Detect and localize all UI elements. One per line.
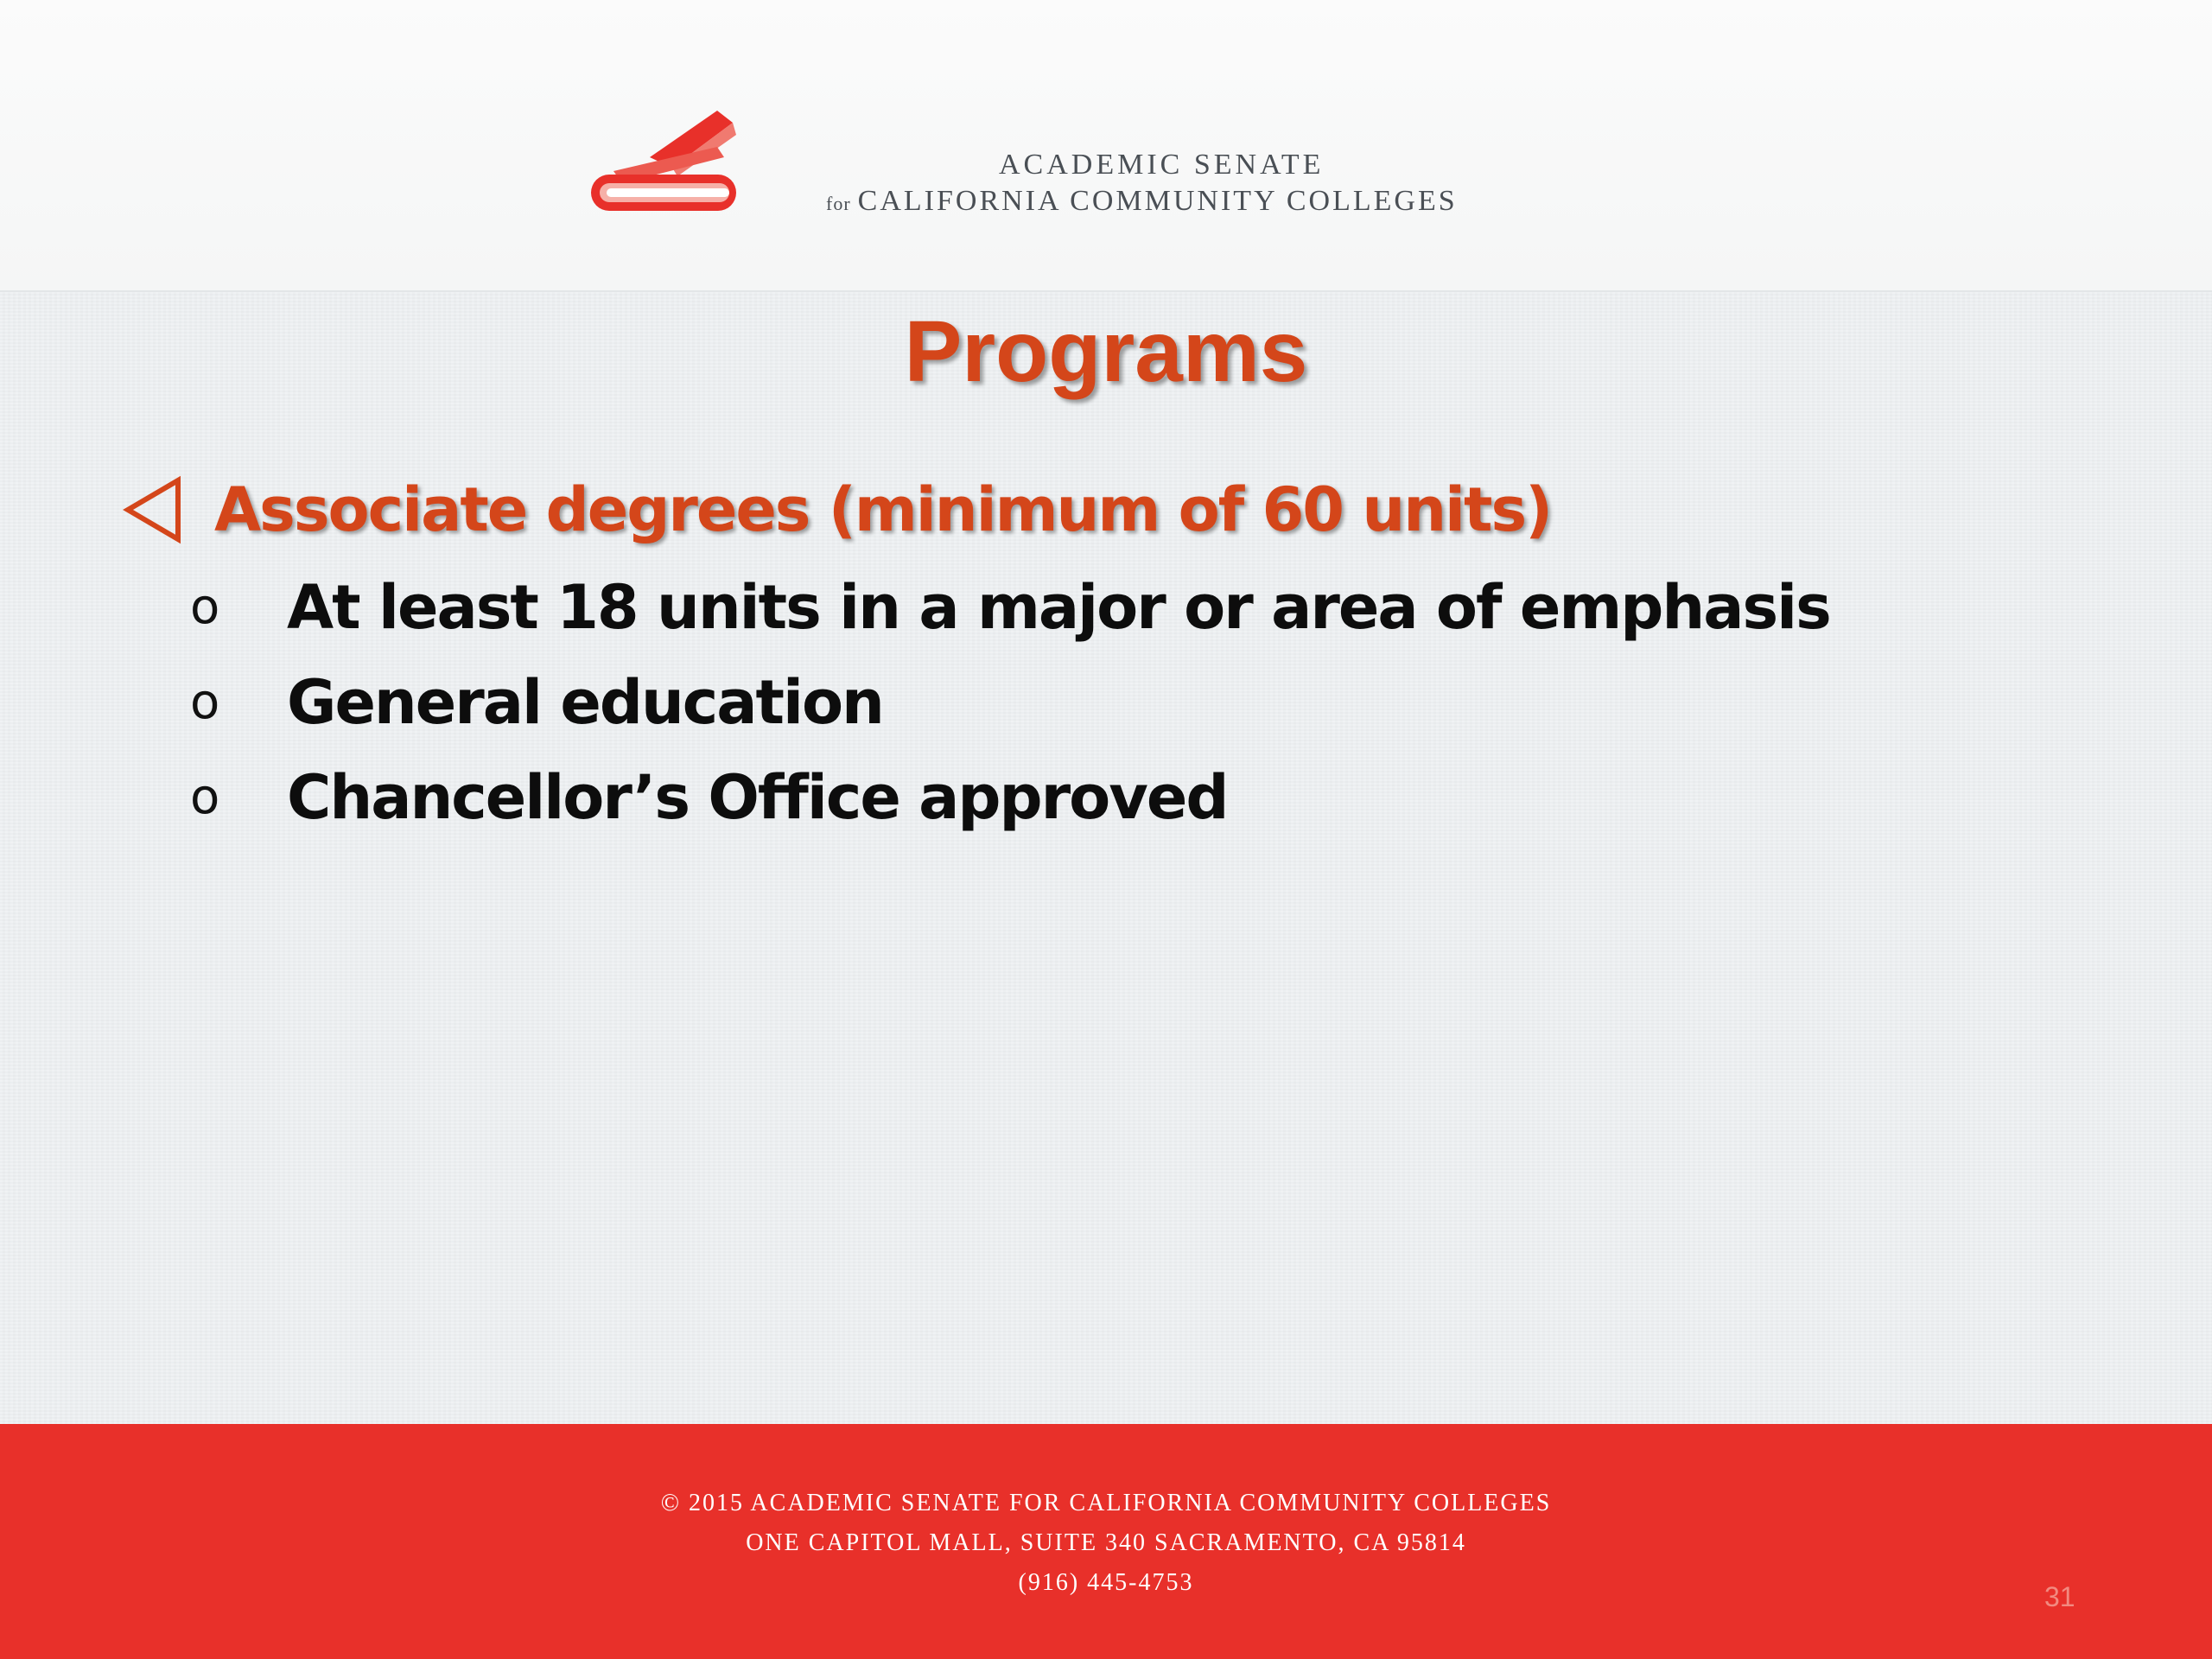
footer [0,1424,2212,1659]
slide-title: Programs [904,303,1308,400]
circle-bullet-icon: o [190,674,220,730]
sub-bullet-2 [190,664,883,741]
org-name-line1: ACADEMIC SENATE [999,149,1325,181]
slide-number: 31 [2044,1581,2075,1612]
main-bullet [121,471,1551,549]
sub-bullet-1 [190,569,1830,646]
footer-copyright: © 2015 ACADEMIC SENATE FOR CALIFORNIA COMMUNITY COLLEGES [660,1490,1552,1516]
org-name-line2 [826,185,1458,218]
footer-address: ONE CAPITOL MALL, SUITE 340 SACRAMENTO, CA 95814 [746,1529,1466,1556]
header [0,0,2212,292]
main-bullet-text: Associate degrees (minimum of 60 units) [214,474,1552,545]
circle-bullet-icon: o [190,769,220,825]
circle-bullet-icon: o [190,579,220,635]
sub-bullet-text: Chancellor’s Office approved [287,762,1228,833]
org-name-for: for [826,193,851,214]
sub-bullet-3 [190,759,1227,836]
books-icon [588,104,743,216]
footer-phone: (916) 445-4753 [1018,1569,1194,1596]
org-name-colleges: CALIFORNIA COMMUNITY COLLEGES [857,185,1458,217]
sub-bullet-text: General education [287,667,883,738]
sub-bullet-text: At least 18 units in a major or area of emphasis [287,572,1830,643]
triangle-bullet-icon [121,475,183,544]
